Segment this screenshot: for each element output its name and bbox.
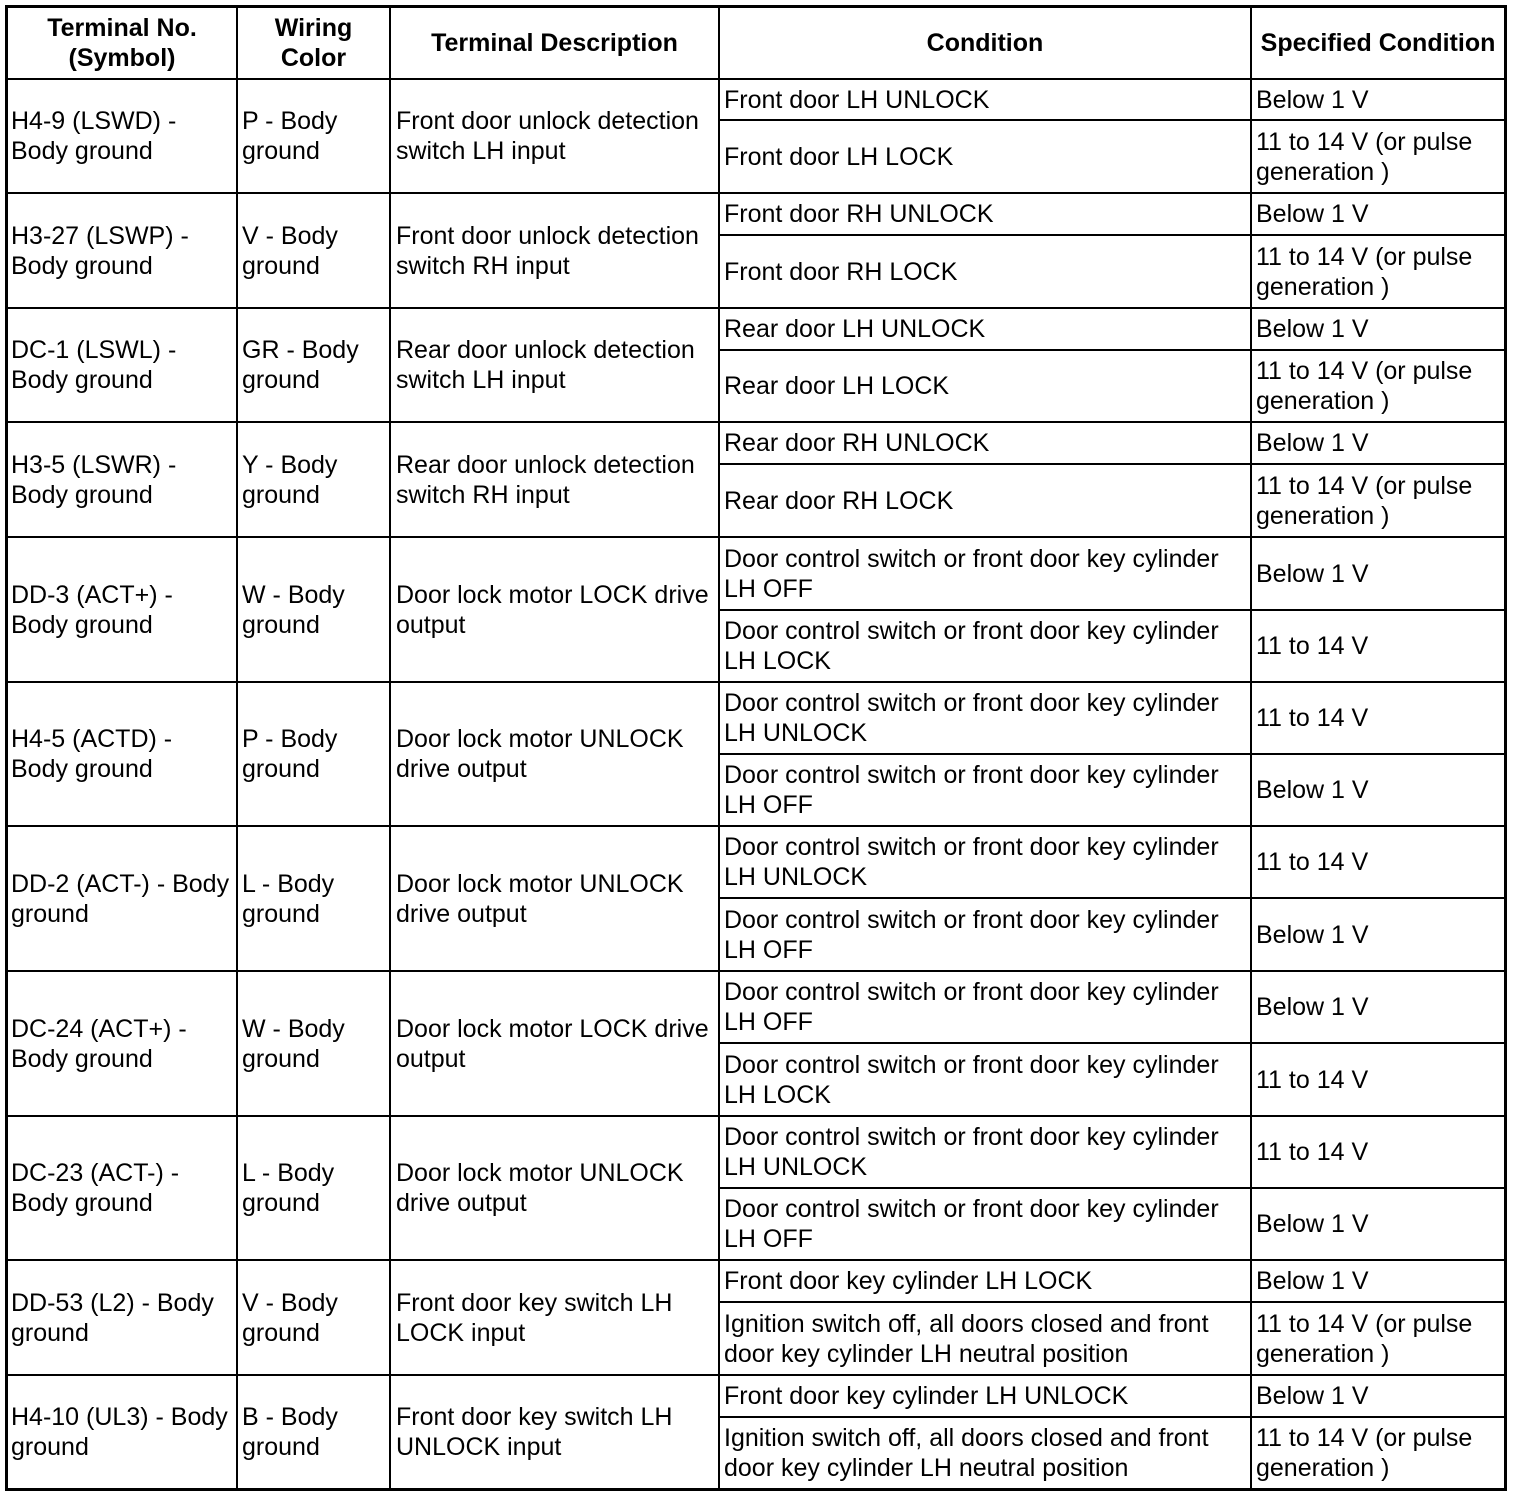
specified-condition-cell: 11 to 14 V (or pulse generation )	[1252, 236, 1504, 307]
terminal-description-cell: Front door unlock detection switch RH input	[391, 194, 718, 307]
condition-cell: Front door RH LOCK	[720, 236, 1250, 307]
wiring-color-cell: B - Body ground	[238, 1376, 389, 1488]
condition-cell: Door control switch or front door key cylinder LH OFF	[720, 972, 1250, 1042]
terminal-cell: DD-53 (L2) - Body ground	[8, 1261, 236, 1374]
specified-condition-cell: Below 1 V	[1252, 80, 1504, 119]
specified-condition-cell: Below 1 V	[1252, 1376, 1504, 1416]
terminal-description-cell: Door lock motor UNLOCK drive output	[391, 1117, 718, 1259]
condition-cell: Front door RH UNLOCK	[720, 194, 1250, 234]
terminal-cell: H4-5 (ACTD) - Body ground	[8, 683, 236, 825]
condition-cell: Ignition switch off, all doors closed and front door key cylinder LH neutral position	[720, 1303, 1250, 1374]
terminal-description-cell: Front door key switch LH UNLOCK input	[391, 1376, 718, 1488]
terminal-description-cell: Door lock motor LOCK drive output	[391, 538, 718, 681]
specified-condition-cell: 11 to 14 V (or pulse generation )	[1252, 351, 1504, 421]
condition-cell: Door control switch or front door key cylinder LH OFF	[720, 538, 1250, 609]
condition-cell: Door control switch or front door key cylinder LH UNLOCK	[720, 827, 1250, 897]
terminal-description-cell: Door lock motor LOCK drive output	[391, 972, 718, 1115]
specified-condition-cell: 11 to 14 V	[1252, 611, 1504, 681]
specified-condition-cell: 11 to 14 V (or pulse generation )	[1252, 1418, 1504, 1488]
specified-condition-cell: 11 to 14 V (or pulse generation )	[1252, 465, 1504, 536]
header-terminal-no: Terminal No. (Symbol)	[8, 8, 236, 78]
condition-cell: Front door LH UNLOCK	[720, 80, 1250, 119]
wiring-color-cell: GR - Body ground	[238, 309, 389, 421]
condition-cell: Rear door RH LOCK	[720, 465, 1250, 536]
specified-condition-cell: 11 to 14 V (or pulse generation )	[1252, 121, 1504, 192]
specified-condition-cell: Below 1 V	[1252, 194, 1504, 234]
terminal-description-cell: Front door unlock detection switch LH input	[391, 80, 718, 192]
condition-cell: Door control switch or front door key cylinder LH UNLOCK	[720, 1117, 1250, 1187]
wiring-color-cell: W - Body ground	[238, 972, 389, 1115]
wiring-color-cell: P - Body ground	[238, 80, 389, 192]
terminal-cell: DC-1 (LSWL) - Body ground	[8, 309, 236, 421]
specified-condition-cell: Below 1 V	[1252, 309, 1504, 349]
condition-cell: Rear door LH LOCK	[720, 351, 1250, 421]
terminal-cell: DC-23 (ACT-) - Body ground	[8, 1117, 236, 1259]
condition-cell: Front door key cylinder LH LOCK	[720, 1261, 1250, 1301]
condition-cell: Door control switch or front door key cylinder LH OFF	[720, 1189, 1250, 1259]
condition-cell: Door control switch or front door key cylinder LH UNLOCK	[720, 683, 1250, 753]
specified-condition-cell: 11 to 14 V	[1252, 683, 1504, 753]
terminal-cell: H4-9 (LSWD) - Body ground	[8, 80, 236, 192]
specified-condition-cell: Below 1 V	[1252, 1189, 1504, 1259]
terminal-cell: DD-3 (ACT+) - Body ground	[8, 538, 236, 681]
wiring-color-cell: P - Body ground	[238, 683, 389, 825]
terminal-cell: H3-27 (LSWP) - Body ground	[8, 194, 236, 307]
terminal-cell: H3-5 (LSWR) - Body ground	[8, 423, 236, 536]
wiring-color-cell: L - Body ground	[238, 1117, 389, 1259]
specified-condition-cell: 11 to 14 V	[1252, 1117, 1504, 1187]
wiring-color-cell: V - Body ground	[238, 1261, 389, 1374]
wiring-color-cell: L - Body ground	[238, 827, 389, 970]
header-wiring-color: Wiring Color	[238, 8, 389, 78]
condition-cell: Door control switch or front door key cylinder LH LOCK	[720, 611, 1250, 681]
terminal-description-cell: Door lock motor UNLOCK drive output	[391, 827, 718, 970]
terminal-description-cell: Rear door unlock detection switch RH input	[391, 423, 718, 536]
condition-cell: Door control switch or front door key cylinder LH OFF	[720, 755, 1250, 825]
specified-condition-cell: Below 1 V	[1252, 899, 1504, 970]
condition-cell: Ignition switch off, all doors closed and front door key cylinder LH neutral position	[720, 1418, 1250, 1488]
terminal-cell: DD-2 (ACT-) - Body ground	[8, 827, 236, 970]
condition-cell: Door control switch or front door key cylinder LH LOCK	[720, 1044, 1250, 1115]
condition-cell: Rear door LH UNLOCK	[720, 309, 1250, 349]
terminal-description-cell: Rear door unlock detection switch LH input	[391, 309, 718, 421]
header-terminal-description: Terminal Description	[391, 8, 718, 78]
condition-cell: Front door key cylinder LH UNLOCK	[720, 1376, 1250, 1416]
terminal-description-cell: Front door key switch LH LOCK input	[391, 1261, 718, 1374]
header-specified-condition: Specified Condition	[1252, 8, 1504, 78]
wiring-color-cell: W - Body ground	[238, 538, 389, 681]
specified-condition-cell: Below 1 V	[1252, 538, 1504, 609]
specified-condition-cell: Below 1 V	[1252, 755, 1504, 825]
terminal-cell: DC-24 (ACT+) - Body ground	[8, 972, 236, 1115]
specified-condition-cell: Below 1 V	[1252, 423, 1504, 463]
condition-cell: Front door LH LOCK	[720, 121, 1250, 192]
specified-condition-cell: Below 1 V	[1252, 972, 1504, 1042]
header-condition: Condition	[720, 8, 1250, 78]
terminal-table	[5, 5, 1507, 1491]
specified-condition-cell: 11 to 14 V (or pulse generation )	[1252, 1303, 1504, 1374]
terminal-description-cell: Door lock motor UNLOCK drive output	[391, 683, 718, 825]
specified-condition-cell: 11 to 14 V	[1252, 827, 1504, 897]
condition-cell: Rear door RH UNLOCK	[720, 423, 1250, 463]
wiring-color-cell: Y - Body ground	[238, 423, 389, 536]
specified-condition-cell: 11 to 14 V	[1252, 1044, 1504, 1115]
wiring-color-cell: V - Body ground	[238, 194, 389, 307]
specified-condition-cell: Below 1 V	[1252, 1261, 1504, 1301]
condition-cell: Door control switch or front door key cylinder LH OFF	[720, 899, 1250, 970]
terminal-cell: H4-10 (UL3) - Body ground	[8, 1376, 236, 1488]
